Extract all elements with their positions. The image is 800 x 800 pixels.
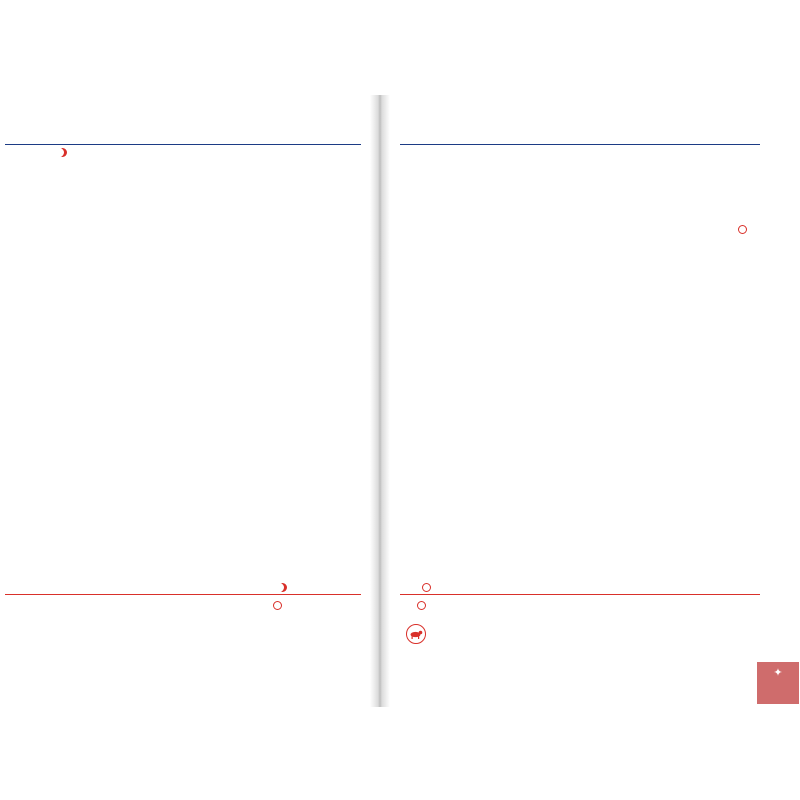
face-moon-icon: [422, 583, 431, 592]
face-office-logo: [757, 662, 799, 704]
left-header-rule: [5, 144, 361, 145]
bird-icon: ✦: [773, 667, 783, 679]
moon-phase-icon: [278, 583, 287, 592]
sun-icon: [417, 601, 426, 610]
right-sun-line: [404, 600, 431, 610]
left-page: [0, 95, 376, 707]
left-sun-line: [260, 600, 287, 610]
left-sunday-rule: [5, 594, 361, 595]
moon-icon: [58, 148, 67, 157]
sun-icon: [273, 601, 282, 610]
taurus-bull-icon: [406, 624, 426, 644]
right-header-rule: [400, 144, 760, 145]
right-sunday-rule: [400, 594, 760, 595]
left-moon-line: [260, 582, 292, 592]
right-moon-line: [404, 582, 446, 592]
right-page: [384, 95, 800, 707]
holiday-symbol-icon: [738, 225, 747, 234]
book-gutter: [370, 95, 390, 707]
